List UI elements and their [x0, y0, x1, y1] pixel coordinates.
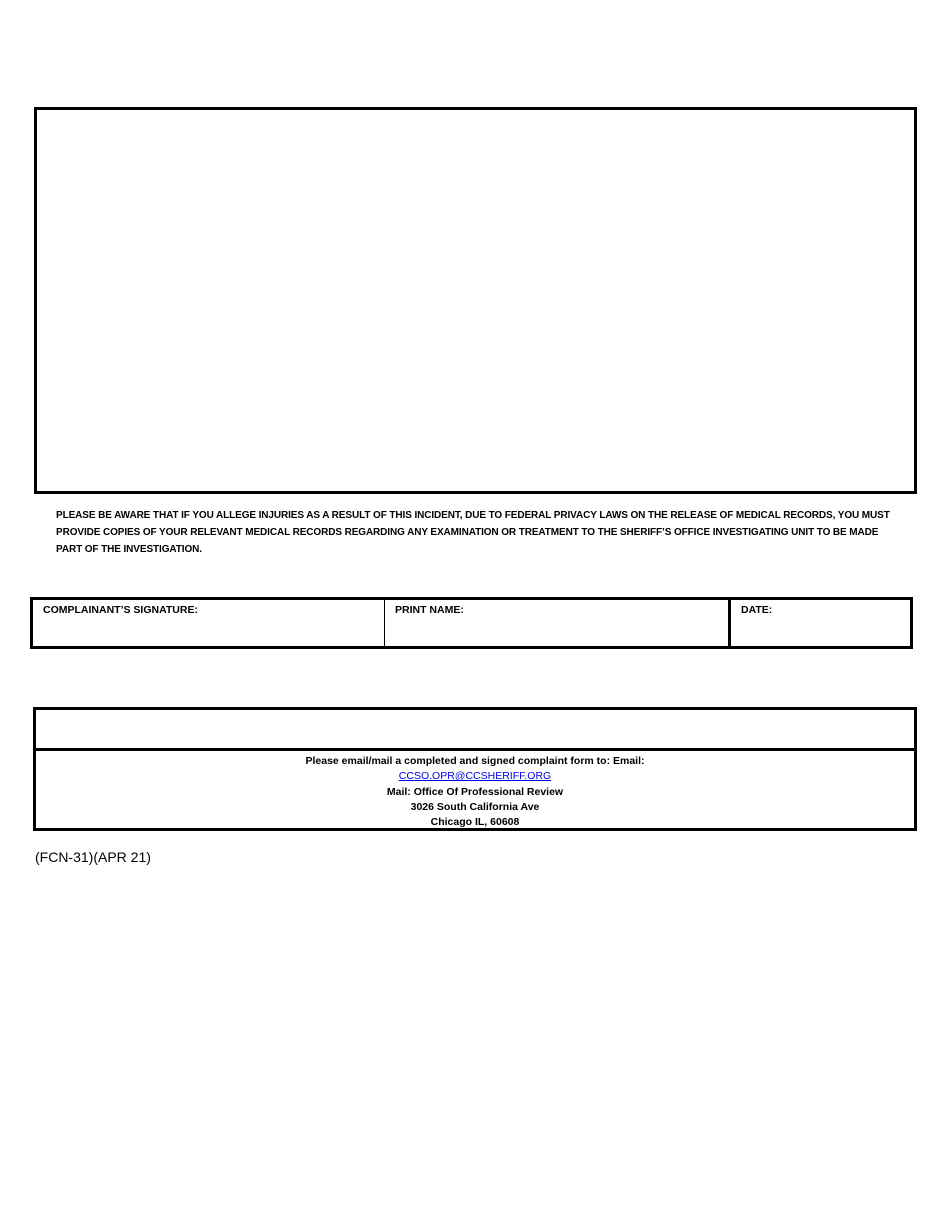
print-name-field[interactable]	[385, 600, 731, 646]
complainant-signature-label: COMPLAINANT’S SIGNATURE:	[43, 604, 198, 616]
submission-instructions-box	[33, 707, 917, 831]
form-code: (FCN-31)(APR 21)	[35, 849, 151, 865]
date-field[interactable]	[731, 600, 910, 646]
narrative-text-box[interactable]	[34, 107, 917, 494]
signature-row	[30, 597, 913, 649]
submission-body	[36, 751, 914, 830]
city-address: Chicago IL, 60608	[430, 816, 520, 829]
street-address: 3026 South California Ave	[410, 800, 540, 813]
email-link[interactable]: CCSO.OPR@CCSHERIFF.ORG	[398, 770, 552, 783]
print-name-label: PRINT NAME:	[395, 604, 464, 616]
submission-instruction: Please email/mail a completed and signed complaint form to: Email:	[305, 755, 645, 767]
mail-line: Mail: Office Of Professional Review	[386, 785, 564, 798]
submission-header-blank	[36, 710, 914, 751]
complainant-signature-field[interactable]	[33, 600, 385, 646]
date-label: DATE:	[741, 604, 773, 616]
medical-records-notice: PLEASE BE AWARE THAT IF YOU ALLEGE INJURIES AS A RESULT OF THIS INCIDENT, DUE TO FEDERAL PRIVACY LAWS ON THE RELEASE OF MEDICAL RECORDS, YOU MUST PROVIDE COPIES OF YOUR RELEVANT MEDICAL RECORDS REGARDING ANY EXAMINATION OR TREATMENT TO THE SHERIFF’S OFFICE INVESTIGATING UNIT TO BE MADE PART OF THE INVESTIGATION.	[56, 510, 890, 555]
